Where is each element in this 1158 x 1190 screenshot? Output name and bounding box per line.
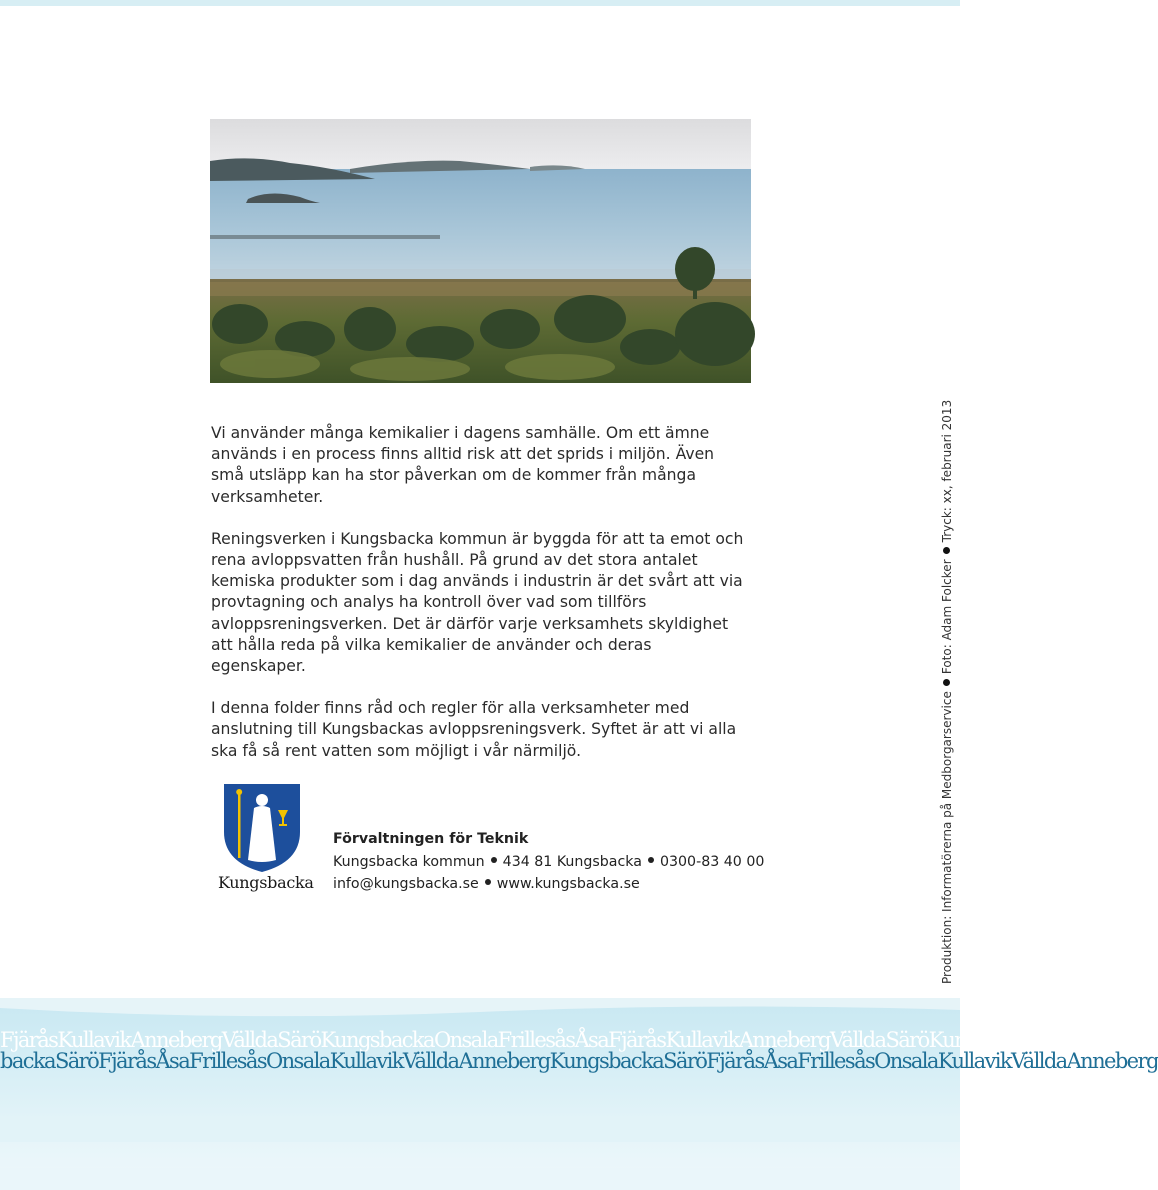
landscape-photo	[210, 119, 751, 383]
treatment-paragraph: Reningsverken i Kungsbacka kommun är byggda för att ta emot och rena avloppsvatten från hushåll. På grund av det stora antalet kemiska produkter som i dag används i industrin är det svårt att via provtagning och analys ha kontroll över vad som tillförs avloppsreningsverken. Det är därför varje verksamhets skyldighet att hålla reda på vilka kemikalier de använder och deras egenskaper.	[211, 529, 744, 676]
municipality: Kungsbacka kommun	[333, 853, 485, 870]
folder-paragraph: I denna folder finns råd och regler för alla verksamheter med anslutning till Kungsbackas avloppsreningsverk. Syftet är att vi alla ska få så rent vatten som möjligt i vår närmiljö.	[211, 699, 737, 760]
bullet-icon	[943, 679, 950, 686]
credit-production: Produktion: Informatörerna på Medborgarservice	[940, 691, 954, 984]
place-names-row-light: FjäråsKullavikAnnebergVälldaSäröKungsbackaOnsalaFrillesåsÅsaFjäråsKullavikAnnebergVälldaSäröKungsbackaOnsala	[0, 1028, 1106, 1052]
bullet-icon	[943, 547, 950, 554]
website-link[interactable]: www.kungsbacka.se	[496, 876, 640, 892]
band-stripe	[0, 1116, 960, 1142]
top-accent-strip	[0, 0, 960, 6]
phone-number: 0300-83 40 00	[659, 853, 765, 870]
band-wave-decoration	[0, 998, 960, 1028]
department-name: Förvaltningen för Teknik	[333, 831, 529, 847]
production-credit	[937, 399, 957, 984]
credit-photo: Foto: Adam Folcker	[940, 559, 954, 675]
place-names-band	[0, 998, 1158, 1190]
logo-wordmark: Kungsbacka	[218, 873, 314, 892]
contact-block	[333, 828, 764, 896]
bullet-icon	[485, 879, 491, 885]
band-stripe	[0, 1168, 960, 1190]
body-text	[211, 423, 751, 783]
contact-line-address	[333, 851, 764, 874]
intro-paragraph: Vi använder många kemikalier i dagens samhälle. Om ett ämne används i en process finns alltid risk att det sprids i miljön. Även små utsläpp kan ha stor påverkan om de kommer från många verksamheter.	[211, 424, 715, 506]
credit-print: Tryck: xx, februari 2013	[940, 399, 954, 543]
contact-line-online	[333, 873, 764, 896]
postal-address: 434 81 Kungsbacka	[502, 853, 642, 870]
email-link[interactable]: info@kungsbacka.se	[333, 876, 479, 892]
bullet-icon	[648, 857, 654, 863]
place-names-row-dark: backaSäröFjäråsÅsaFrillesåsOnsalaKullavikVälldaAnnebergKungsbackaSäröFjäråsÅsaFrillesåsOnsalaKullavikVälldaAnneberg	[0, 1049, 1158, 1073]
bullet-icon	[491, 857, 497, 863]
